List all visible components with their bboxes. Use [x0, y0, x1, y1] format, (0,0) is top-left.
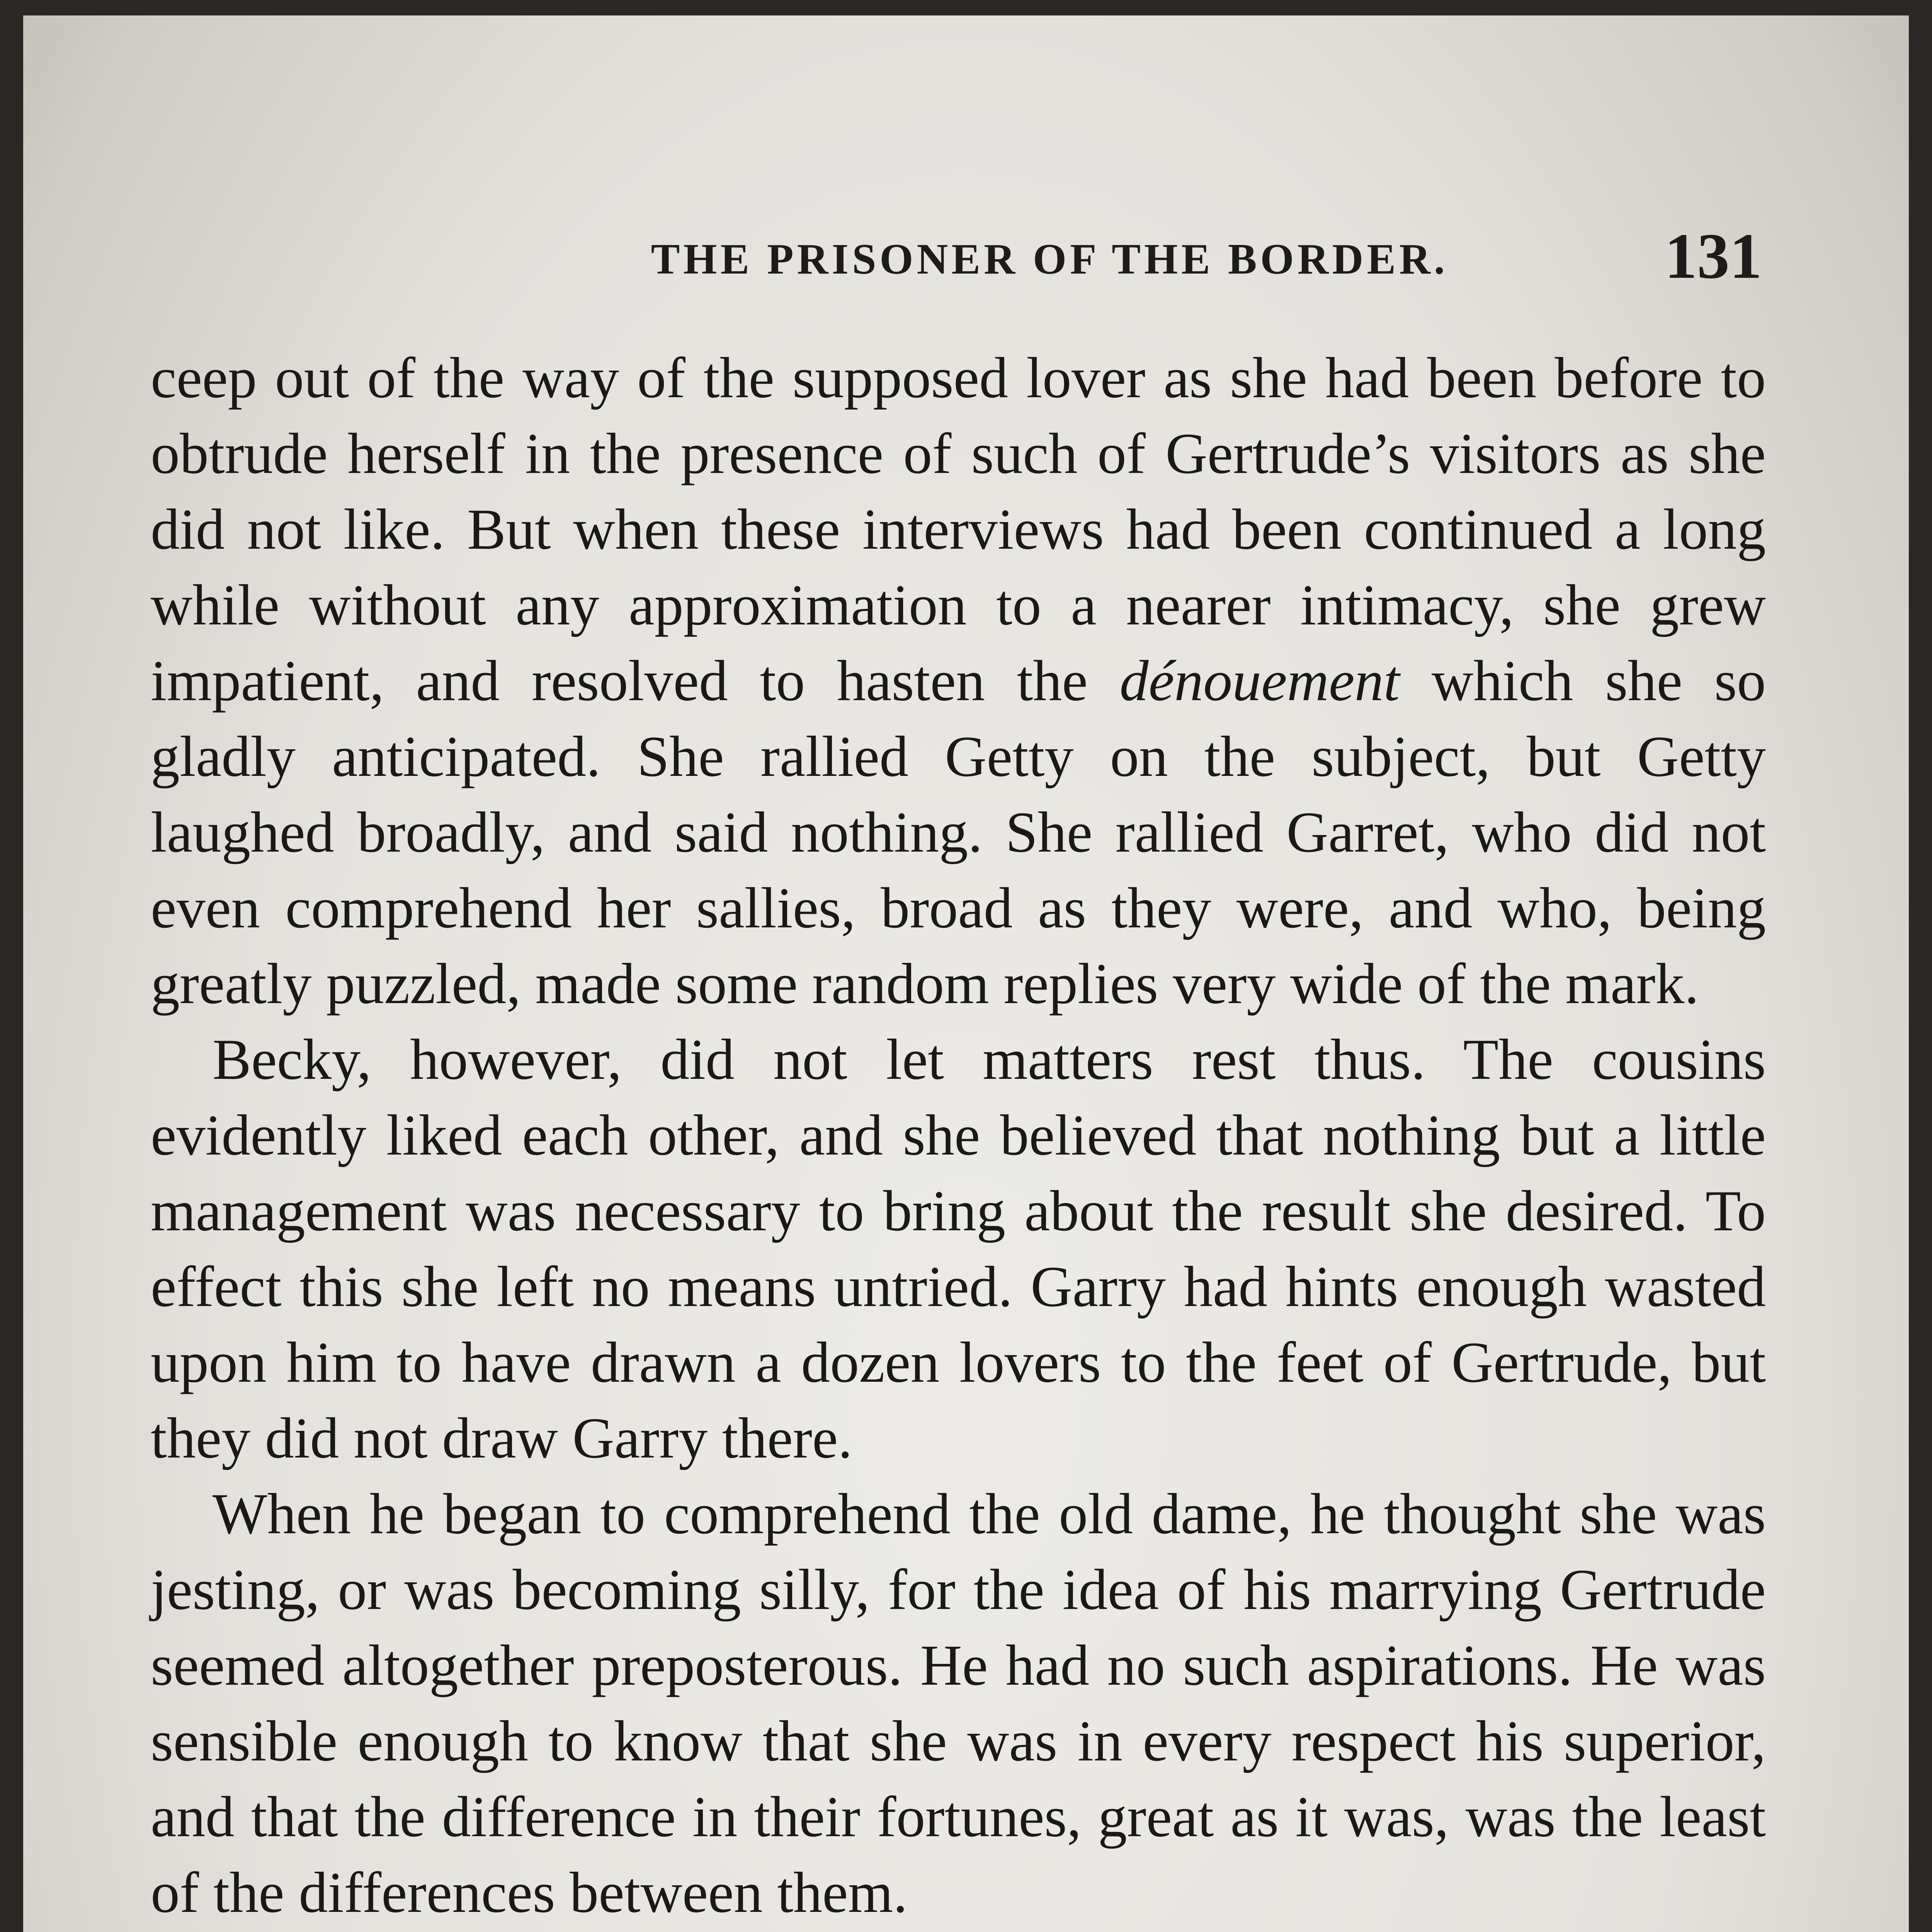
- book-page: [23, 15, 1909, 1932]
- paragraph: [151, 1930, 1766, 1932]
- italic-text: dénouement: [1119, 649, 1400, 713]
- running-title: THE PRISONER OF THE BORDER.: [651, 235, 1448, 283]
- paragraph-text: Becky, however, did not let matters rest thus. The cousins evidently liked each other, and she believed that nothing but a little management was necessary to bring about the result she desired. To effect this she left no means untried. Garry had hints enough wasted upon him to have drawn a dozen lovers to the feet of Gertrude, but they did not draw Garry there.: [151, 1027, 1766, 1470]
- paragraph-text: which she so gladly anticipated. She rallied Getty on the subject, but Getty laughed broadly, and said nothing. She rallied Garret, who did not even comprehend her sallies, broad as they were, and who, being greatly puzzled, made some random replies very wide of the mark.: [151, 649, 1766, 1016]
- paragraph-text: ceep out of the way of the supposed lover as she had been before to obtrude herself in the presence of such of Gertrude’s visitors as she did not like. But when these interviews had been continued a long while without any approximation to a nearer intimacy, she grew impatient, and resolved to hasten the: [151, 346, 1766, 713]
- paragraph: [151, 1022, 1766, 1476]
- paragraph-text: When he began to comprehend the old dame, he thought she was jesting, or was becoming silly, for the idea of his marrying Gertrude seemed altogether preposterous. He had no such aspirations. He was sensible enough to know that she was in every respect his superior, and that the difference in their fortunes, great as it was, was the least of the differences between them.: [151, 1482, 1766, 1925]
- body-text: [151, 340, 1766, 1932]
- page-number: 131: [1665, 220, 1762, 292]
- page-header: [147, 216, 1762, 294]
- paragraph: [151, 1476, 1766, 1930]
- paragraph: [151, 340, 1766, 1022]
